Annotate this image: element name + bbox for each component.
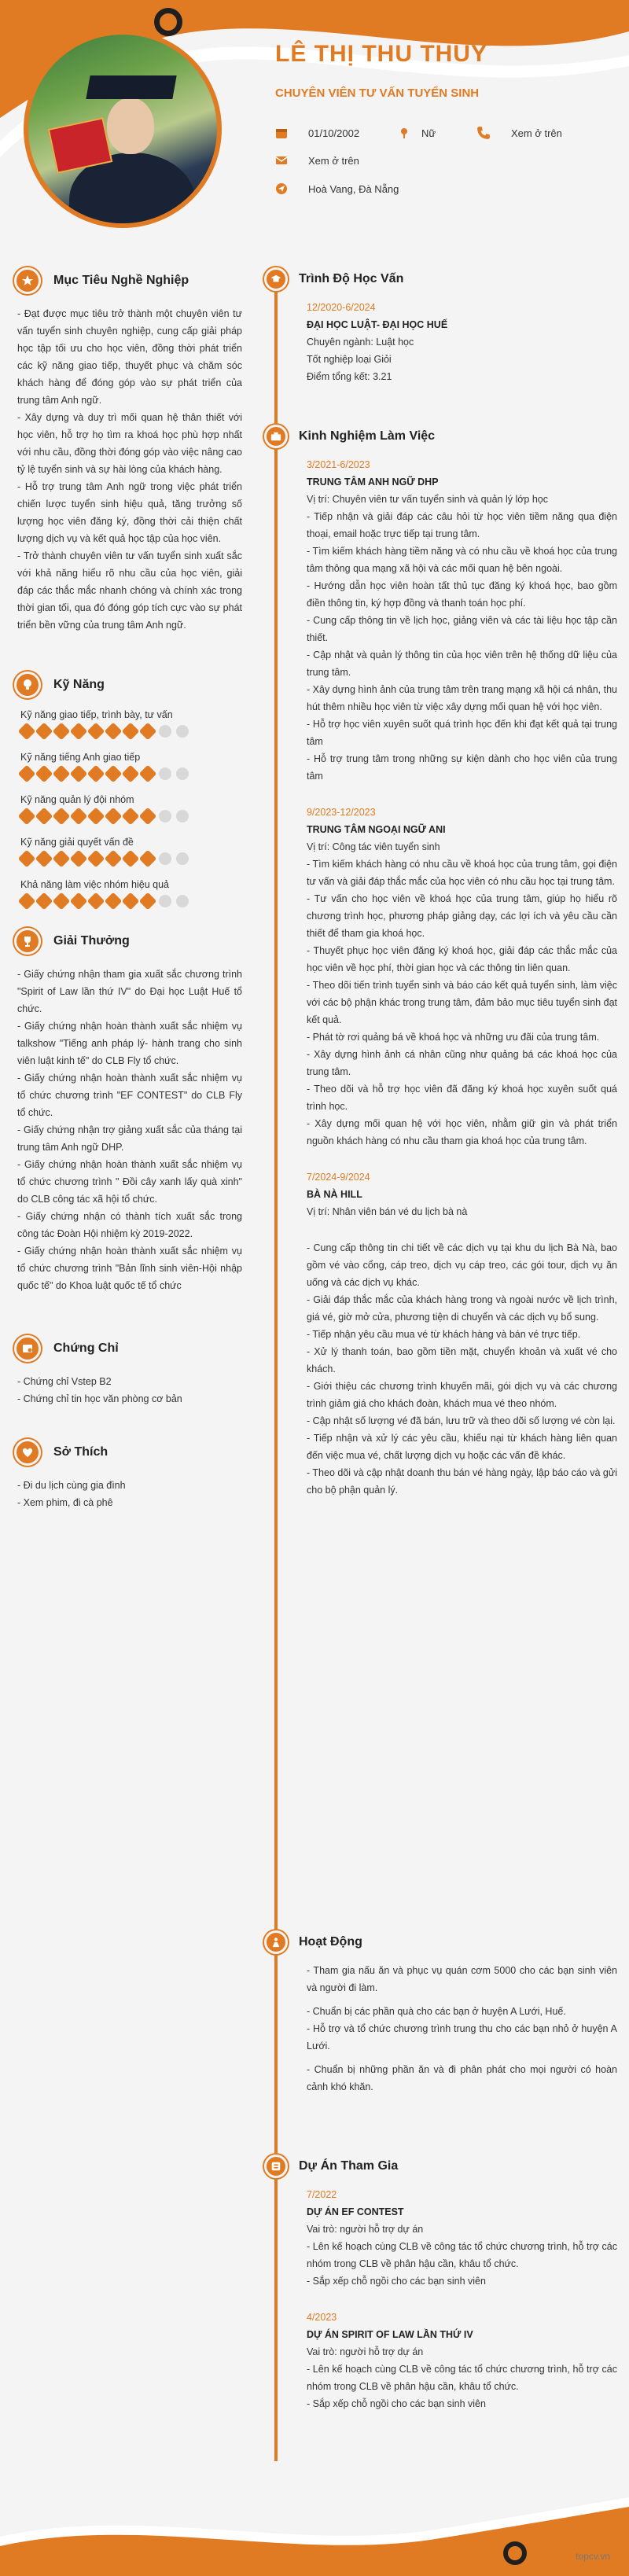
job-detail: - Theo dõi tiến trình tuyển sinh và báo cáo kết quả tuyển sinh, làm việc với các bộ phận khác trong trung tâm, đảm bảo mục tiêu tuyển sinh đạt kết quả.	[307, 980, 617, 1025]
award-item: - Giấy chứng nhận hoàn thành xuất sắc nhiệm vụ tổ chức chương trình "EF CONTEST" do CLB Fly tổ chức.	[17, 1073, 242, 1118]
activities-section	[271, 1930, 617, 2096]
skill-rating	[20, 810, 242, 822]
rating-dot-empty	[159, 810, 171, 822]
award-item: - Giấy chứng nhận trợ giảng xuất sắc của tháng tại trung tâm Anh ngữ DHP.	[17, 1124, 242, 1153]
rating-dot-filled	[70, 808, 88, 826]
experience-title: Kinh Nghiệm Làm Việc	[299, 429, 436, 443]
rating-dot-filled	[87, 892, 105, 911]
hobbies-header	[14, 1439, 242, 1466]
education-detail: Chuyên ngành: Luật học	[307, 337, 414, 348]
line-spacer	[307, 1220, 617, 1239]
rating-dot-filled	[87, 723, 105, 741]
award-item: - Giấy chứng nhận hoàn thành xuất sắc nhiệm vụ talkshow "Tiếng anh pháp lý- hành trang cho sinh viên luật kinh tế" do CLB Fly tổ chức.	[17, 1021, 242, 1066]
candidate-name: LÊ THỊ THU THUỶ	[275, 41, 487, 67]
job-spacer	[307, 785, 617, 804]
activity-item: - Tham gia nấu ăn và phục vụ quán cơm 5000 cho các bạn sinh viên và người đi làm.	[307, 1965, 617, 1993]
certificates-title: Chứng Chỉ	[53, 1341, 119, 1355]
footer-wave-decoration	[0, 2490, 629, 2576]
job-detail: - Tiếp nhận yêu cầu mua vé từ khách hàng và bán vé trực tiếp.	[307, 1329, 581, 1340]
job-detail: - Hướng dẫn học viên hoàn tất thủ tục đăng ký khoá học, bao gồm điền thông tin, ký hợp đồng và thanh toán học phí.	[307, 580, 617, 609]
skill-rating	[20, 852, 242, 865]
address-row	[275, 182, 399, 195]
hobby-item: - Đi du lịch cùng gia đình	[17, 1480, 126, 1491]
education-date: 12/2020-6/2024	[307, 302, 376, 313]
lightbulb-icon	[14, 672, 41, 698]
job-detail: - Phát tờ rơi quảng bá về khoá học và những ưu đãi của trung tâm.	[307, 1032, 600, 1043]
skill-item	[20, 879, 242, 907]
job-detail: - Tiếp nhận và xử lý các yêu cầu, khiếu nại từ khách hàng liên quan đến việc mua vé, chất lượng dịch vụ hoặc các vấn đề khác.	[307, 1433, 617, 1461]
job-detail: - Theo dõi và hỗ trợ học viên đã đăng ký khoá học xuyên suốt quá trình học.	[307, 1084, 617, 1112]
job-date: 7/2024-9/2024	[307, 1172, 370, 1183]
rating-dot-empty	[176, 767, 189, 780]
job-date: 9/2023-12/2023	[307, 807, 376, 818]
skill-item	[20, 837, 242, 865]
rating-dot-empty	[159, 767, 171, 780]
job-detail: - Thuyết phục học viên đăng ký khoá học, giải đáp các thắc mắc của học viên về học phí, thời gian học và các thông tin liên quan.	[307, 945, 617, 973]
email-row	[275, 154, 359, 167]
project-detail: - Lên kế hoạch cùng CLB về công tác tổ chức chương trình, hỗ trợ các nhóm trong CLB về phân hậu cần, khâu tổ chức.	[307, 2241, 617, 2269]
job-detail: - Theo dõi và cập nhật doanh thu bán vé hàng ngày, lập báo cáo và gửi cho bộ phận quản lý.	[307, 1467, 618, 1496]
rating-dot-filled	[139, 723, 157, 741]
awards-title: Giải Thưởng	[53, 934, 130, 948]
award-item: - Giấy chứng nhận hoàn thành xuất sắc nhiệm vụ tổ chức chương trình " Đồi cây xanh lấy quà xinh" do CLB công tác xã hội tổ chức.	[17, 1159, 242, 1205]
skills-header	[14, 672, 242, 698]
project-date: 7/2022	[307, 2189, 337, 2200]
job-detail: - Hỗ trợ học viên xuyên suốt quá trình học đến khi đạt kết quả tại trung tâm	[307, 719, 617, 747]
skill-name: Kỹ năng giao tiếp, trình bày, tư vấn	[20, 709, 173, 720]
skill-name: Kỹ năng quản lý đội nhóm	[20, 794, 134, 805]
activity-icon	[264, 1930, 288, 1954]
project-detail: - Sắp xếp chỗ ngồi cho các bạn sinh viên	[307, 2398, 486, 2409]
objective-paragraph: - Hỗ trợ trung tâm Anh ngữ trong việc phát triển chiến lược tuyển sinh hiệu quả, tăng trưởng số lượng học viên đăng ký, đồng thời cải thiện chất lượng dịch vụ và kết quả học tập của học viên.	[17, 481, 242, 544]
objective-paragraph: - Trở thành chuyên viên tư vấn tuyển sinh xuất sắc với khả năng hiểu rõ nhu cầu của học viên, giải đáp các thắc mắc nhanh chóng và chính xác trong thời gian tối, qua đó đóng góp tích cực vào sự phát triển bền vững của trung tâm Anh ngữ.	[17, 550, 242, 631]
birthdate-row	[275, 126, 562, 140]
activity-item: - Hỗ trợ và tổ chức chương trình trung thu cho các bạn nhỏ ở huyện A Lưới.	[307, 2023, 617, 2052]
rating-dot-filled	[18, 892, 36, 911]
skill-rating	[20, 895, 242, 907]
job-detail: Vị trí: Nhân viên bán vé du lịch bà nà	[307, 1206, 468, 1217]
job-detail: - Giải đáp thắc mắc của khách hàng trong và ngoài nước về lịch trình, giá vé, giờ mở cửa, phương tiện di chuyển và các dịch vụ bổ sung.	[307, 1294, 617, 1323]
award-item: - Giấy chứng nhận tham gia xuất sắc chương trình "Spirit of Law lần thứ IV" do Đại học Luật Huế tổ chức.	[17, 969, 242, 1014]
gender-icon	[398, 127, 410, 139]
rating-dot-filled	[18, 850, 36, 868]
rating-dot-filled	[105, 808, 123, 826]
rating-dot-filled	[53, 723, 71, 741]
project-detail: - Lên kế hoạch cùng CLB về công tác tổ chức chương trình, hỗ trợ các nhóm trong CLB về phân hậu cần, khâu tổ chức.	[307, 2364, 617, 2392]
trophy-icon	[14, 928, 41, 955]
project-date: 4/2023	[307, 2312, 337, 2323]
skill-rating	[20, 767, 242, 780]
rating-dot-filled	[18, 723, 36, 741]
job-detail: - Cập nhật và quản lý thông tin của học viên trên hệ thống dữ liệu của trung tâm.	[307, 650, 617, 678]
certificate-item: - Chứng chỉ tin học văn phòng cơ bản	[17, 1393, 182, 1404]
rating-dot-filled	[122, 765, 140, 783]
job-company: TRUNG TÂM ANH NGỮ DHP	[307, 477, 439, 488]
rating-dot-filled	[122, 850, 140, 868]
rating-dot-filled	[105, 723, 123, 741]
rating-dot-filled	[105, 892, 123, 911]
job-detail: - Giới thiệu các chương trình khuyến mãi, gói dịch vụ và các chương trình giảm giá cho khách đoàn, khách mua vé theo nhóm.	[307, 1381, 617, 1409]
rating-dot-filled	[122, 808, 140, 826]
rating-dot-filled	[87, 765, 105, 783]
project-detail: - Sắp xếp chỗ ngồi cho các bạn sinh viên	[307, 2276, 486, 2287]
experience-section	[271, 425, 617, 1499]
rating-dot-filled	[53, 850, 71, 868]
objective-icon	[14, 267, 41, 294]
objective-header	[14, 267, 242, 294]
education-detail: Điểm tổng kết: 3.21	[307, 371, 392, 382]
hobby-item: - Xem phim, đi cà phê	[17, 1497, 113, 1508]
address-value: Hoà Vang, Đà Nẵng	[308, 182, 399, 195]
avatar	[24, 30, 222, 228]
activity-item: - Chuẩn bị những phần ăn và đi phân phát cho mọi người có hoàn cảnh khó khăn.	[307, 2064, 617, 2092]
project-detail: Vai trò: người hỗ trợ dự án	[307, 2346, 424, 2357]
rating-dot-filled	[18, 765, 36, 783]
job-company: BÀ NÀ HILL	[307, 1189, 362, 1200]
rating-dot-filled	[53, 808, 71, 826]
project-name: DỰ ÁN EF CONTEST	[307, 2206, 404, 2217]
rating-dot-filled	[18, 808, 36, 826]
job-detail: - Xây dựng hình ảnh cá nhân cũng như quảng bá các khoá học của trung tâm.	[307, 1049, 617, 1077]
objective-paragraph: - Xây dựng và duy trì mối quan hệ thân thiết với học viên, hỗ trợ họ tìm ra khoá học phù hợp nhất với nhu cầu, đồng thời đóng góp vào việc nâng cao tỷ lệ tuyển sinh và sự hài lòng của khách hàng.	[17, 412, 242, 475]
project-detail: Vai trò: người hỗ trợ dự án	[307, 2224, 424, 2235]
rating-dot-filled	[70, 892, 88, 911]
job-company: TRUNG TÂM NGOẠI NGỮ ANI	[307, 824, 446, 835]
rating-dot-empty	[159, 725, 171, 738]
award-item: - Giấy chứng nhận có thành tích xuất sắc trong công tác Đoàn Hội nhiệm kỳ 2019-2022.	[17, 1211, 242, 1239]
rating-dot-filled	[70, 765, 88, 783]
activities-title: Hoạt Động	[299, 1935, 362, 1949]
projects-section	[271, 2155, 617, 2412]
rating-dot-filled	[105, 765, 123, 783]
location-icon	[275, 182, 288, 195]
gender-value: Nữ	[421, 127, 436, 139]
project-name: DỰ ÁN SPIRIT OF LAW LẦN THỨ IV	[307, 2329, 473, 2340]
graduation-cap-icon	[264, 267, 288, 291]
footer-dot-decoration	[503, 2541, 527, 2565]
skill-name: Kỹ năng giải quyết vấn đề	[20, 837, 134, 848]
watermark: topcv.vn	[576, 2551, 610, 2562]
job-detail: Vị trí: Chuyên viên tư vấn tuyển sinh và quản lý lớp học	[307, 494, 549, 505]
job-detail: - Tư vấn cho học viên về khoá học của trung tâm, giúp họ hiểu rõ chương trình học, phương pháp giảng dạy, các lợi ích và yêu cầu cần thiết để tham gia khoá học.	[307, 893, 617, 939]
rating-dot-empty	[176, 852, 189, 865]
rating-dot-filled	[105, 850, 123, 868]
rating-dot-filled	[35, 850, 53, 868]
birthdate-value: 01/10/2002	[308, 127, 360, 139]
skill-item	[20, 794, 242, 822]
job-detail: - Cung cấp thông tin về lịch học, giảng viên và các tài liệu học tập cần thiết.	[307, 615, 617, 643]
rating-dot-filled	[122, 892, 140, 911]
email-value: Xem ở trên	[308, 154, 359, 167]
awards-header	[14, 928, 242, 955]
left-column	[14, 267, 242, 1511]
rating-dot-filled	[70, 850, 88, 868]
rating-dot-filled	[139, 892, 157, 911]
rating-dot-filled	[122, 723, 140, 741]
calendar-icon	[275, 127, 288, 139]
skill-name: Khả năng làm việc nhóm hiệu quả	[20, 879, 170, 890]
education-section	[271, 267, 617, 385]
objective-title: Mục Tiêu Nghề Nghiệp	[53, 274, 189, 287]
education-title: Trình Độ Học Vấn	[299, 272, 404, 285]
rating-dot-filled	[87, 850, 105, 868]
job-title: CHUYÊN VIÊN TƯ VẤN TUYỂN SINH	[275, 86, 480, 100]
job-detail: - Xây dựng mối quan hệ với học viên, nhằm giữ gìn và phát triển nguồn khách hàng có nhu cầu tham gia khoá học của trung tâm.	[307, 1118, 617, 1146]
rating-dot-empty	[159, 895, 171, 907]
rating-dot-filled	[35, 892, 53, 911]
rating-dot-filled	[87, 808, 105, 826]
education-school: ĐẠI HỌC LUẬT- ĐẠI HỌC HUẾ	[307, 319, 448, 330]
hobbies-title: Sở Thích	[53, 1445, 109, 1459]
heart-icon	[14, 1439, 41, 1466]
rating-dot-filled	[139, 765, 157, 783]
rating-dot-filled	[70, 723, 88, 741]
rating-dot-filled	[35, 808, 53, 826]
job-detail: - Xây dựng hình ảnh của trung tâm trên trang mạng xã hội cá nhân, thu hút thêm nhiều học viên từ việc xây dựng mối quan hệ với học viên.	[307, 684, 617, 712]
job-detail: - Tiếp nhận và giải đáp các câu hỏi từ học viên tiềm năng qua điện thoại, email hoặc trực tiếp tại trung tâm.	[307, 511, 617, 539]
phone-icon	[476, 126, 491, 140]
job-detail: Vị trí: Công tác viên tuyển sinh	[307, 841, 440, 852]
phone-value: Xem ở trên	[511, 127, 562, 139]
skill-item	[20, 709, 242, 738]
project-icon	[264, 2155, 288, 2178]
award-item: - Giấy chứng nhận hoàn thành xuất sắc nhiệm vụ tổ chức chương trình "Bản lĩnh sinh viên-Hội nhập quốc tế" do Khoa luật quốc tế tổ chức	[17, 1246, 242, 1291]
certificates-header	[14, 1335, 242, 1362]
rating-dot-filled	[53, 765, 71, 783]
skill-name: Kỹ năng tiếng Anh giao tiếp	[20, 752, 141, 763]
rating-dot-empty	[176, 895, 189, 907]
header-dot-decoration	[154, 8, 182, 36]
job-detail: - Tìm kiếm khách hàng có nhu cầu về khoá học của trung tâm, gọi điện tư vấn và giải đáp thắc mắc của học viên có nhu cầu học tại trung tâm.	[307, 859, 617, 887]
job-date: 3/2021-6/2023	[307, 459, 370, 470]
rating-dot-filled	[35, 723, 53, 741]
rating-dot-empty	[159, 852, 171, 865]
job-detail: - Cung cấp thông tin chi tiết về các dịch vụ tại khu du lịch Bà Nà, bao gồm vé vào cổng, cáp treo, dịch vụ cáp treo, các gói tour, dịch vụ ăn uống và các dịch vụ khác.	[307, 1242, 617, 1288]
education-detail: Tốt nghiệp loại Giỏi	[307, 354, 392, 365]
rating-dot-filled	[53, 892, 71, 911]
job-detail: - Cập nhật số lượng vé đã bán, lưu trữ và theo dõi số lượng vé còn lại.	[307, 1415, 616, 1426]
skill-item	[20, 752, 242, 780]
skills-list	[14, 709, 242, 907]
rating-dot-filled	[139, 850, 157, 868]
rating-dot-empty	[176, 810, 189, 822]
briefcase-icon	[264, 425, 288, 448]
job-detail: - Xử lý thanh toán, bao gồm tiền mặt, chuyển khoản và xuất vé cho khách.	[307, 1346, 617, 1374]
job-detail: - Tìm kiếm khách hàng tiềm năng và có nhu cầu về khoá học của trung tâm thông qua mạng xã hội và các mối quan hệ bên ngoài.	[307, 546, 617, 574]
email-icon	[275, 154, 288, 167]
rating-dot-filled	[139, 808, 157, 826]
skills-title: Kỹ Năng	[53, 678, 105, 691]
job-detail: - Hỗ trợ trung tâm trong những sự kiện dành cho học viên của trung tâm	[307, 753, 617, 782]
rating-dot-empty	[176, 725, 189, 738]
projects-title: Dự Án Tham Gia	[299, 2159, 399, 2173]
project-spacer	[307, 2290, 617, 2309]
skill-rating	[20, 725, 242, 738]
certificate-item: - Chứng chỉ Vstep B2	[17, 1376, 112, 1387]
job-spacer	[307, 1150, 617, 1168]
certificate-icon	[14, 1335, 41, 1362]
activity-item: - Chuẩn bị các phần quà cho các bạn ở huyện A Lưới, Huế.	[307, 2006, 566, 2017]
objective-paragraph: - Đạt được mục tiêu trở thành một chuyên viên tư vấn tuyển sinh chuyên nghiệp, cung cấp giải pháp học tập tối ưu cho học viên, đồng thời phát triển các kỹ năng giao tiếp, thuyết phục và chăm sóc khách hàng để đóng góp vào sự phát triển của trung tâm Anh ngữ.	[17, 308, 242, 406]
rating-dot-filled	[35, 765, 53, 783]
